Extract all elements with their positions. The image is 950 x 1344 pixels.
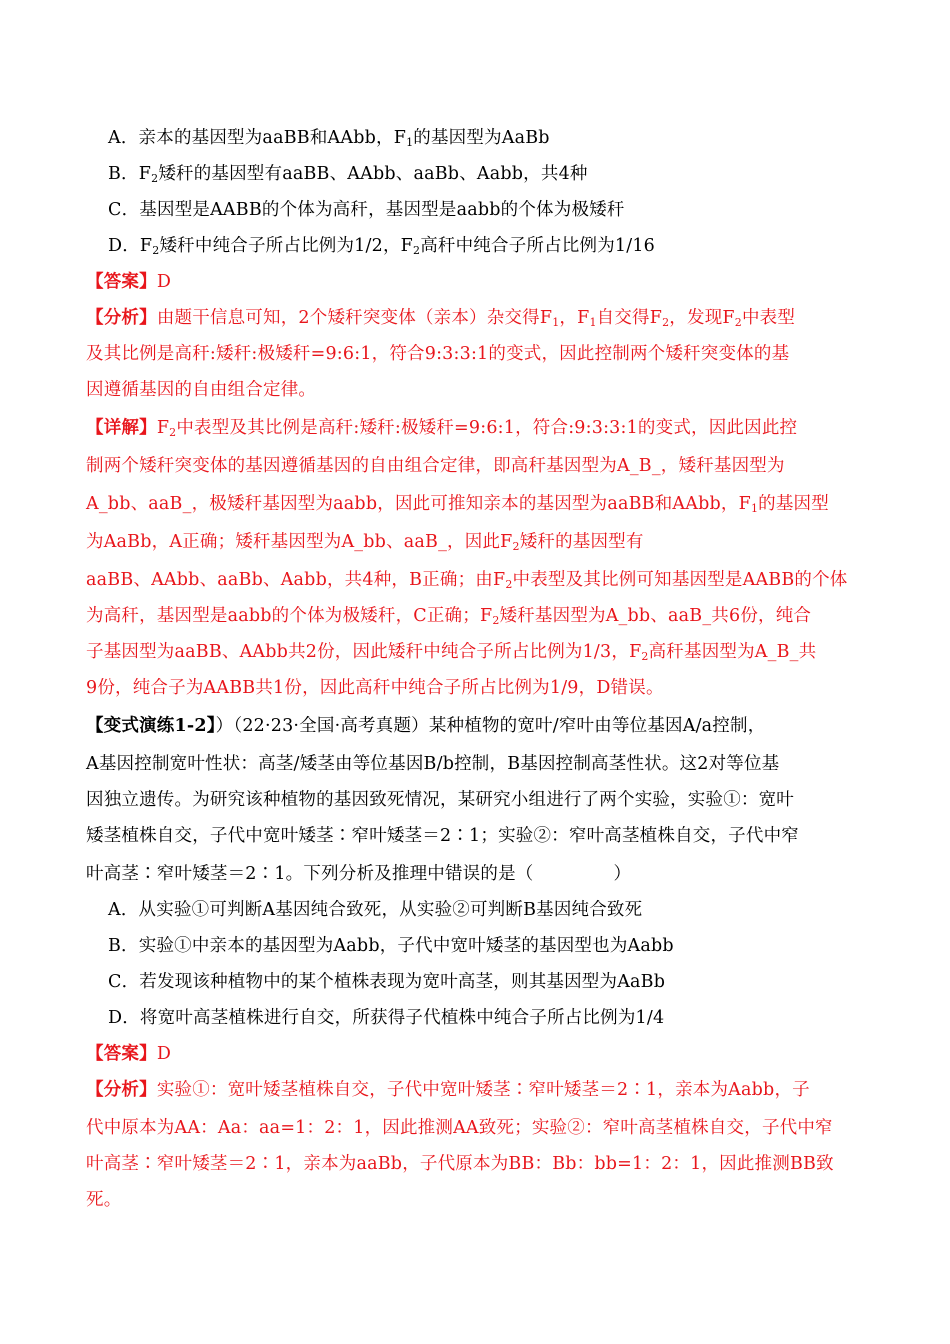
subscript: 2 <box>505 578 513 591</box>
q2-analysis-line-1 <box>86 1072 866 1108</box>
q2-analysis-line-4: 死。 <box>86 1190 122 1210</box>
answer-value: D <box>156 1044 172 1064</box>
q2-title-tag: 【变式演练1-2】 <box>86 716 216 736</box>
detail-text: $F_2$中表型及其比例是高秆:矮秆:极矮秆=9:6:1，符合:9:3:3:1的变式，因此因此控 <box>156 418 798 439</box>
q2-stem-close: ） <box>613 864 632 884</box>
q1-detail-line-4: 为AaBb，A正确；矮秆基因型为A_bb、aaB_，因此$F_2$矮秆的基因型有 <box>86 532 644 553</box>
q2-answer <box>86 1036 866 1072</box>
q1-detail-line-1 <box>86 410 866 446</box>
analysis-tag: 【分析】 <box>86 308 157 328</box>
q2-analysis-line-3: 叶高茎∶窄叶矮茎＝2∶1，亲本为aaBb，子代原本为BB：Bb：bb=1：2：1，因此推测BB致 <box>86 1154 834 1174</box>
q2-option-c: C．若发现该种植物中的某个植株表现为宽叶高茎，则其基因型为AaBb <box>108 972 666 992</box>
q1-detail-line-8: 9份，纯合子为AABB共1份，因此高秆中纯合子所占比例为1/9，D错误。 <box>86 678 664 698</box>
q2-stem-line-2: A基因控制宽叶性状：高茎/矮茎由等位基因B/b控制，B基因控制高茎性状。这2对等位基 <box>86 754 780 774</box>
subscript: 2 <box>512 540 520 553</box>
q2-stem-text-5: 叶高茎∶窄叶矮茎＝2∶1。下列分析及推理中错误的是（ <box>86 864 534 884</box>
q2-option-b: B．实验①中亲本的基因型为Aabb，子代中宽叶矮茎的基因型也为Aabb <box>108 936 674 956</box>
subscript: 2 <box>413 244 421 257</box>
subscript: 1 <box>406 136 414 149</box>
answer-tag: 【答案】 <box>86 1044 157 1064</box>
q1-detail-line-7: 子基因型为aaBB、AAbb共2份，因此矮秆中纯合子所占比例为1/3，$F_2$高秆基因型为A_B_共 <box>86 642 817 663</box>
analysis-text: 实验①：宽叶矮茎植株自交，子代中宽叶矮茎∶窄叶矮茎＝2∶1，亲本为Aabb，子 <box>156 1080 810 1100</box>
q1-detail-line-3: A_bb、aaB_，极矮秆基因型为aabb，因此可推知亲本的基因型为aaBB和AAbb，$F_1$的基因型 <box>86 494 829 515</box>
q1-analysis-line-3: 因遵循基因的自由组合定律。 <box>86 380 317 400</box>
q2-stem-text: ）（22·23·全国·高考真题）某种植物的宽叶/窄叶由等位基因A/a控制， <box>215 716 766 736</box>
q2-stem-line-4: 矮茎植株自交，子代中宽叶矮茎∶窄叶矮茎＝2∶1；实验②：窄叶高茎植株自交，子代中窄 <box>86 826 799 846</box>
subscript: 2 <box>169 426 177 439</box>
q1-answer <box>86 264 866 300</box>
subscript: 2 <box>151 172 159 185</box>
answer-value: D <box>156 272 172 292</box>
analysis-tag: 【分析】 <box>86 1080 157 1100</box>
subscript: 1 <box>552 316 560 329</box>
detail-tag: 【详解】 <box>86 418 157 438</box>
q2-analysis-line-2: 代中原本为AA：Aa：aa=1：2：1，因此推测AA致死；实验②：窄叶高茎植株自交，子代中窄 <box>86 1118 833 1138</box>
q1-option-d: D．$F_2$矮秆中纯合子所占比例为1/2，$F_2$高秆中纯合子所占比例为1/16 <box>108 236 656 257</box>
q1-analysis-line-1 <box>86 300 866 336</box>
q1-analysis-line-2: 及其比例是高秆:矮秆:极矮秆=9:6:1，符合9:3:3:1的变式，因此控制两个矮秆突变体的基 <box>86 344 790 364</box>
q2-stem-line-3: 因独立遗传。为研究该种植物的基因致死情况，某研究小组进行了两个实验，实验①：宽叶 <box>86 790 794 810</box>
q1-option-c: C．基因型是AABB的个体为高秆，基因型是aabb的个体为极矮秆 <box>108 200 625 220</box>
subscript: 1 <box>750 502 759 515</box>
subscript: 1 <box>589 316 597 329</box>
subscript: 2 <box>734 316 742 329</box>
q1-option-b: B．$F_2$矮秆的基因型有aaBB、AAbb、aaBb、Aabb，共4种 <box>108 164 588 185</box>
q2-option-d: D．将宽叶高茎植株进行自交，所获得子代植株中纯合子所占比例为1/4 <box>108 1008 665 1028</box>
q1-detail-line-2: 制两个矮秆突变体的基因遵循基因的自由组合定律，即高秆基因型为A_B_，矮秆基因型为 <box>86 456 785 476</box>
subscript: 2 <box>662 316 670 329</box>
subscript: 2 <box>492 614 500 627</box>
q1-option-a: A．亲本的基因型为aaBB和AAbb，$F_1$的基因型为AaBb <box>108 128 550 149</box>
q2-stem-line-1 <box>86 708 866 744</box>
analysis-text: 由题干信息可知，2个矮秆突变体（亲本）杂交得$F_1$，$F_1$自交得$F_2$，发现$F_2$中表型 <box>156 308 796 329</box>
q1-detail-line-6: 为高秆，基因型是aabb的个体为极矮秆，C正确；$F_2$矮秆基因型为A_bb、aaB_共6份，纯合 <box>86 606 812 627</box>
q1-detail-line-5: aaBB、AAbb、aaBb、Aabb，共4种，B正确；由$F_2$中表型及其比例可知基因型是AABB的个体 <box>86 570 848 591</box>
q2-stem-line-5 <box>86 856 866 892</box>
subscript: 2 <box>152 244 160 257</box>
q2-option-a: A．从实验①可判断A基因纯合致死，从实验②可判断B基因纯合致死 <box>108 900 643 920</box>
subscript: 2 <box>641 650 649 663</box>
answer-tag: 【答案】 <box>86 272 157 292</box>
